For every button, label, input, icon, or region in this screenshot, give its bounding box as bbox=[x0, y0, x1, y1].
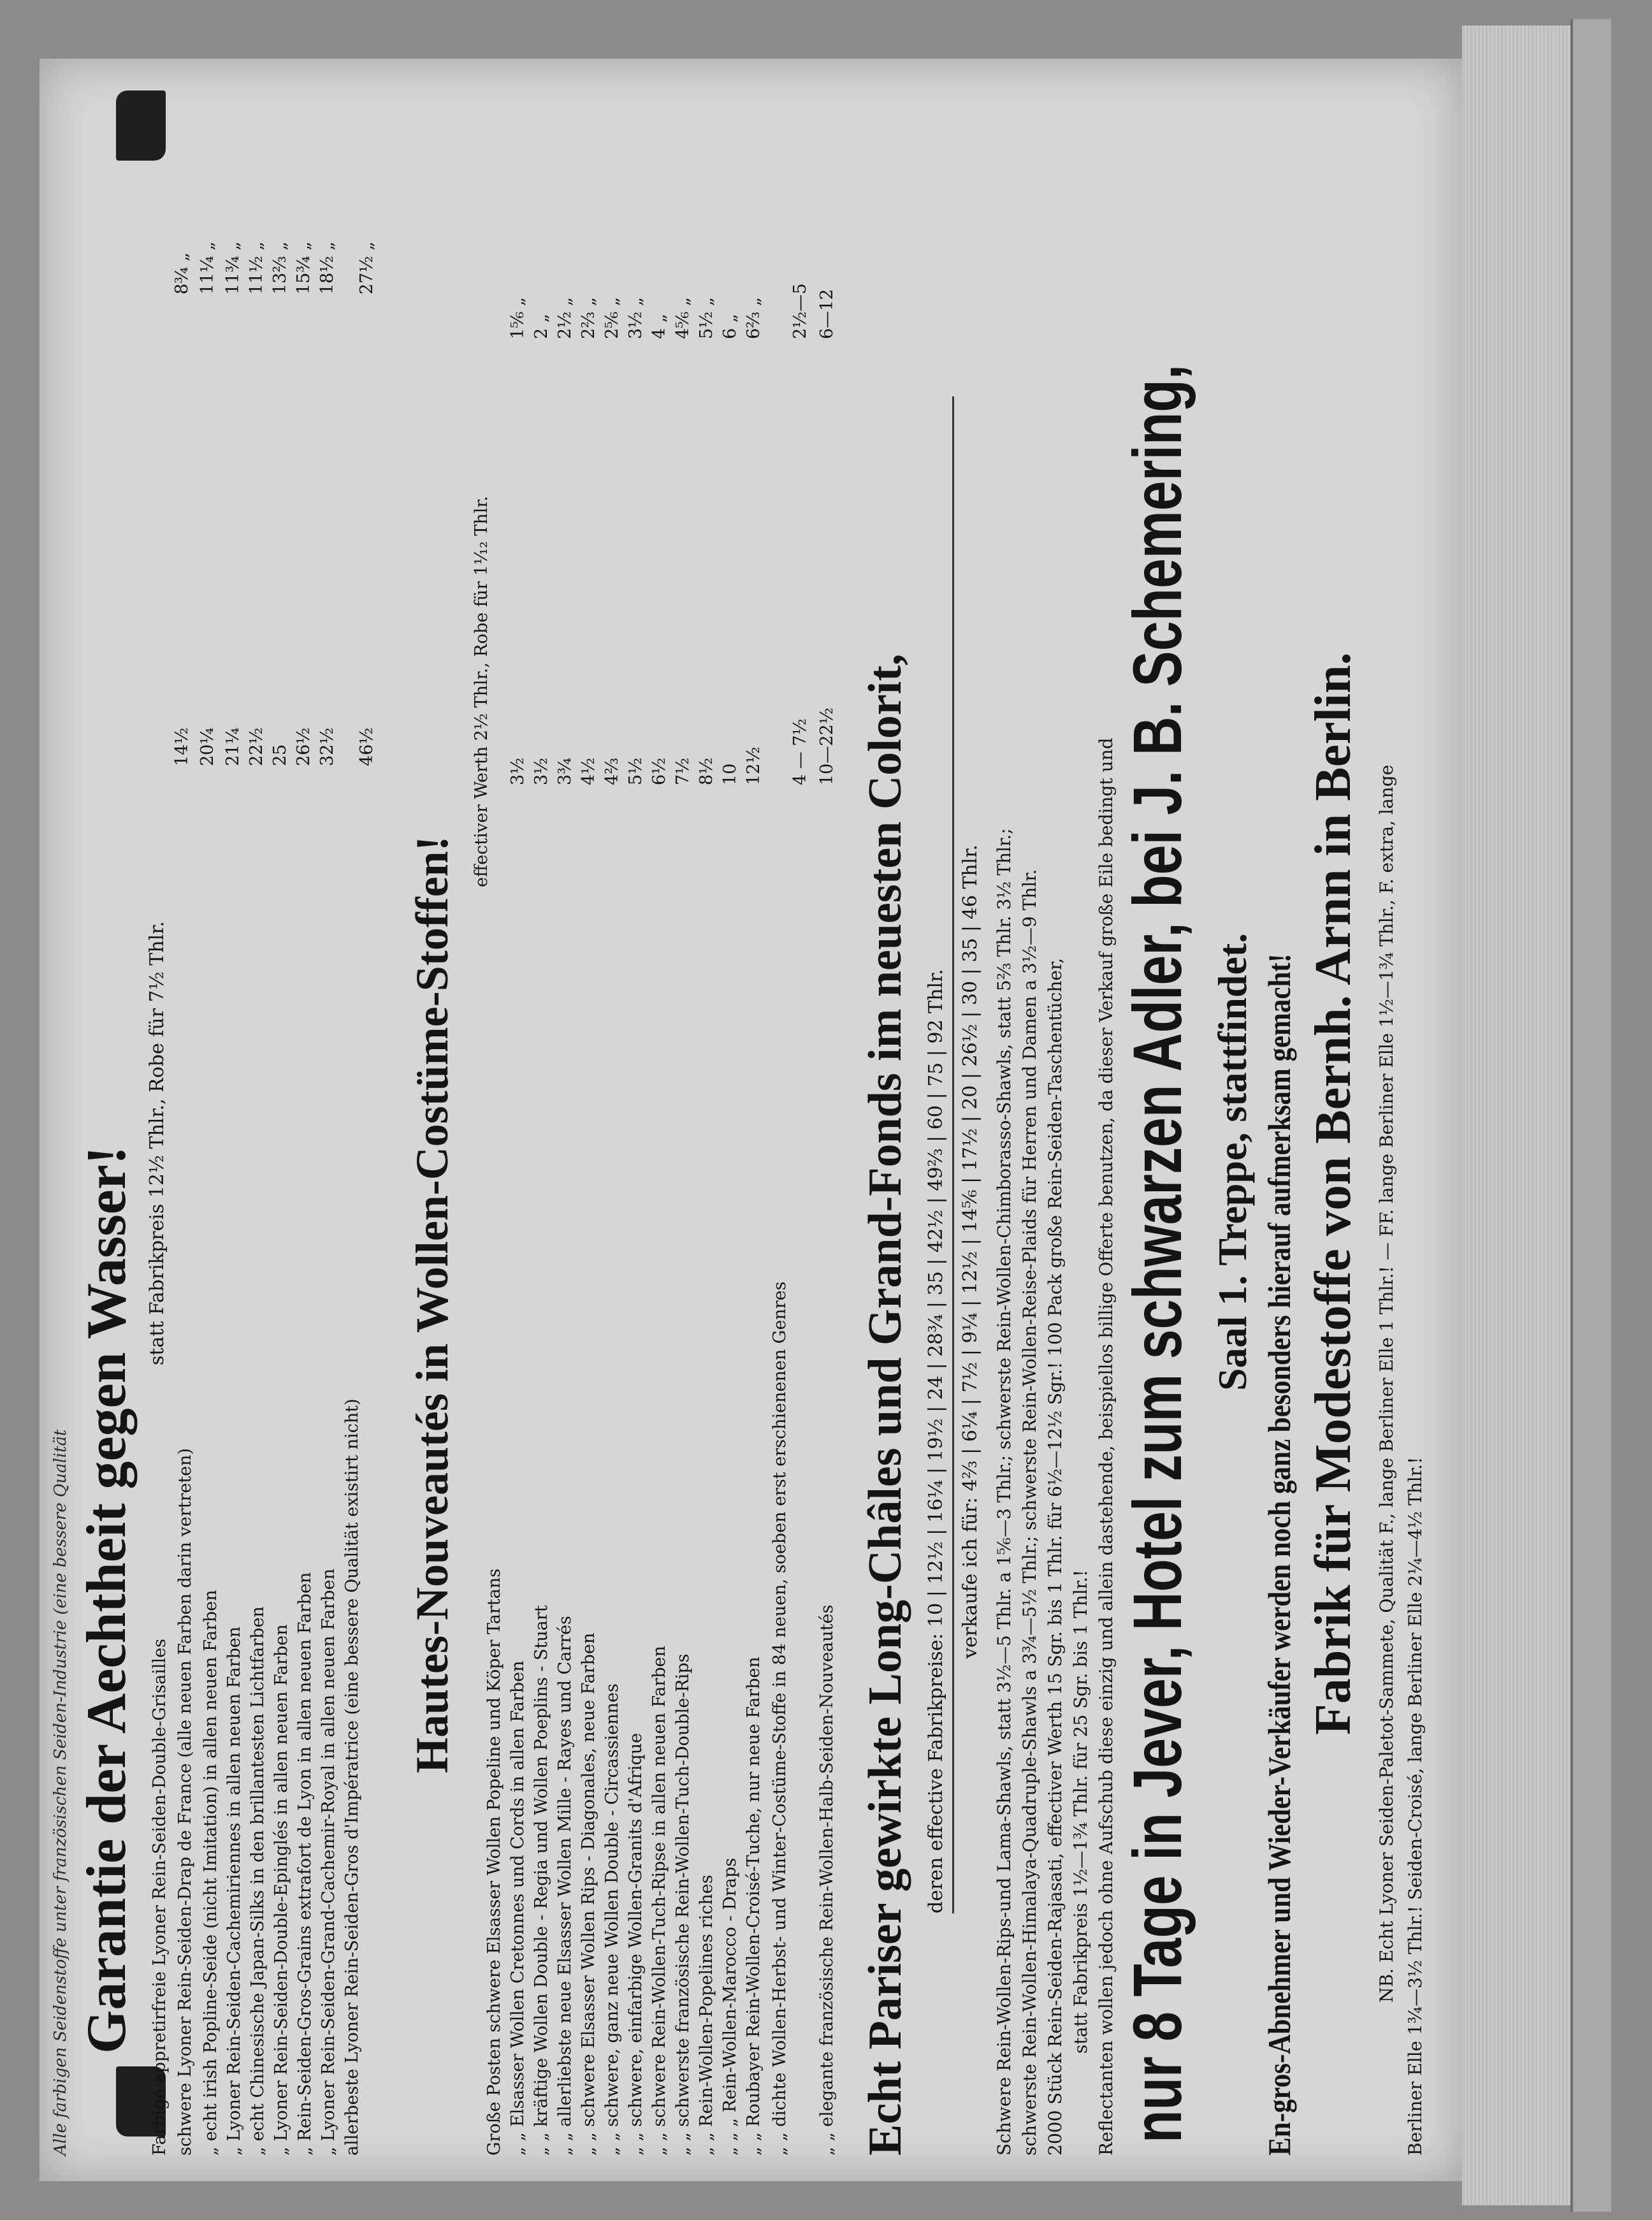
headline-garantie: Garantie der Aechtheit gegen Wasser! bbox=[76, 1145, 138, 2054]
offer-line: schwerste Rein-Wollen-Himalaya-Quadruple-Shawls a 3¾—5½ Thlr.; schwerste Rein-Wollen-Reise-Plaids für Herren und Damen a 3½—9 Thlr. bbox=[1019, 869, 1040, 2156]
nb-line-2: Berliner Elle 1¾—3½ Thlr.! Seiden-Croisé, lange Berliner Elle 2¼—4½ Thlr.! bbox=[1405, 1456, 1426, 2156]
costume-werth-value: 10—22½ bbox=[817, 707, 837, 785]
costume-item: „ „ „ Rein-Wollen-Marocco - Draps bbox=[720, 1857, 740, 2156]
costume-item: „ „ kräftige Wollen Double - Regia und Wollen Poeplins - Stuart bbox=[532, 1605, 551, 2156]
silk-item: „ Lyoner Rein-Seiden-Double-Epinglés in allen neuen Farben bbox=[272, 1624, 291, 2156]
costume-item: „ „ Elsasser Wollen Cretonnes und Cords in allen Farben bbox=[508, 1660, 528, 2156]
costume-werth-value: 4 — 7½ bbox=[790, 718, 810, 785]
costume-robe-value: 2½—5 bbox=[790, 283, 810, 339]
rotated-advertisement bbox=[40, 59, 1462, 2181]
costume-werth-value: 3½ bbox=[532, 757, 551, 785]
costume-werth-value: 4½ bbox=[579, 757, 598, 785]
costume-robe-value: 2⅔ „ bbox=[579, 297, 598, 339]
fabrikpreise-row: deren effective Fabrikpreise: 10 | 12½ | 16¼ | 19½ | 24 | 28¾ | 35 | 42½ | 49⅔ | 60 | 75 | 92 Thlr. bbox=[925, 969, 947, 1913]
silk-price-value: 11¼ „ bbox=[198, 241, 217, 294]
silk-item: „ Lyoner Rein-Seiden-Grand-Cachemir-Royal in allen neuen Farben bbox=[319, 1569, 338, 2156]
costume-item: Große Posten schwere Elsasser Wollen Popeline und Köper Tartans bbox=[484, 1568, 504, 2156]
costume-item: „ „ dichte Wollen-Herbst- und Winter-Costüme-Stoffe in 84 neuen, soeben erst erschienenen Genres bbox=[770, 1281, 790, 2156]
offer-line: Reflectanten wollen jedoch ohne Aufschub diese einzig und allein dastehende, beispiellos billige Offerte benutzen, da dieser Verkauf große Eile bedingt und bbox=[1096, 737, 1117, 2156]
silk-item: Farbige appretirfreie Lyoner Rein-Seiden-Double-Grisailles bbox=[150, 1639, 170, 2156]
costume-werth-value: 3¾ bbox=[555, 757, 575, 785]
costume-robe-value: 6—12 bbox=[817, 289, 837, 339]
costume-item: „ „ schwere Elsasser Wollen Rips - Diagonales, neue Farben bbox=[579, 1632, 598, 2156]
costume-item: „ „ schwere Rein-Wollen-Tuch-Ripse in allen neuen Farben bbox=[649, 1646, 669, 2156]
silk-price-value: 11½ „ bbox=[247, 241, 266, 294]
costume-robe-value: 3½ „ bbox=[626, 297, 646, 339]
headline-en-gros: En-gros-Abnehmer und Wieder-Verkäufer werden noch ganz besonders hierauf aufmerksam gemacht! bbox=[1261, 953, 1297, 2156]
headline-fabrik: Fabrik für Modestoffe von Bernh. Arnn in Berlin. bbox=[1305, 652, 1361, 1735]
silk-statt-value: 22½ bbox=[247, 727, 266, 766]
offer-line: Schwere Rein-Wollen-Rips-und Lama-Shawls, statt 3½—5 Thlr. a 1⅚—3 Thlr.; schwerste Rein-Wollen-Chimborasso-Shawls, statt 5⅔ Thlr. 3½ Thlr.; bbox=[994, 828, 1015, 2156]
costume-header: effectiver Werth 2½ Thlr., Robe für 1⅟₁₂ Thlr. bbox=[472, 496, 491, 887]
costume-item: „ „ Roubayer Rein-Wollen-Croisé-Tuche, nur neue Farben bbox=[744, 1657, 764, 2156]
page-edges bbox=[1462, 25, 1570, 2205]
silk-price-value: 18½ „ bbox=[317, 241, 337, 294]
costume-robe-value: 2 „ bbox=[532, 314, 551, 339]
ornament-hand-icon-right bbox=[116, 91, 166, 161]
costume-robe-value: 6 „ bbox=[720, 314, 740, 339]
silk-statt-value: 26½ bbox=[294, 727, 314, 766]
costume-werth-value: 10 bbox=[720, 763, 740, 785]
headline-long-chales: Echt Pariser gewirkte Long-Châles und Grand-Fonds im neuesten Colorit, bbox=[859, 653, 911, 2156]
costume-robe-value: 2⅚ „ bbox=[602, 297, 622, 339]
silk-statt-value: 25 bbox=[270, 744, 290, 766]
costume-item: „ „ elegante französische Rein-Wollen-Halb-Seiden-Nouveautés bbox=[817, 1604, 837, 2156]
silk-item: allerbeste Lyoner Rein-Seiden-Gros d'Impératrice (eine bessere Qualität existirt nicht) bbox=[342, 1398, 362, 2156]
costume-item: „ „ schwerste französische Rein-Wollen-Tuch-Double-Rips bbox=[673, 1653, 693, 2156]
costume-werth-value: 4⅔ bbox=[602, 757, 622, 785]
silk-item: „ Lyoner Rein-Seiden-Cachemiriennes in allen neuen Farben bbox=[224, 1626, 244, 2156]
silk-item: „ echt Chinesische Japan-Silks in den brillantesten Lichtfarben bbox=[248, 1606, 268, 2156]
silk-statt-value: 32½ bbox=[317, 727, 337, 766]
silk-item: schwere Lyoner Rein-Seiden-Drap de France (alle neuen Farben darin vertreten) bbox=[175, 1447, 195, 2156]
offer-line: 2000 Stück Rein-Seiden-Rajasati, effectiver Werth 15 Sgr. bis 1 Thlr. für 6½—12½ Sgr.! 100 Pack große Rein-Seiden-Taschentücher, bbox=[1045, 957, 1066, 2156]
silk-price-value: 15¾ „ bbox=[294, 241, 314, 294]
costume-werth-value: 7½ bbox=[673, 757, 693, 785]
fabrikpreis-note: statt Fabrikpreis 12½ Thlr., Robe für 7½ Thlr. bbox=[146, 921, 168, 1365]
headline-saal: Saal 1. Treppe, stattfindet. bbox=[1210, 932, 1255, 1391]
nb-line-1: NB. Echt Lyoner Seiden-Paletot-Sammete, Qualität F., lange Berliner Elle 1 Thlr.! — FF. lange Berliner Elle 1½—1¾ Thlr., F. extra, lange bbox=[1376, 764, 1397, 2003]
costume-robe-value: 6⅔ „ bbox=[744, 297, 764, 339]
costume-robe-value: 1⅚ „ bbox=[508, 297, 528, 339]
price-row-divider bbox=[952, 396, 954, 1913]
top-strip: Alle farbigen Seidenstoffe unter französischen Seiden-Industrie (eine bessere Qualität bbox=[51, 1429, 70, 2156]
silk-statt-value: 46½ bbox=[357, 727, 377, 766]
verkaufe-row: verkaufe ich für: 4⅔ | 6¼ | 7½ | 9¼ | 12½ | 14⅚ | 17½ | 20 | 26½ | 30 | 35 | 46 Thlr. bbox=[959, 845, 982, 1658]
costume-item: „ „ Rein-Wollen-Popelines riches bbox=[697, 1875, 716, 2156]
headline-jever: nur 8 Tage in Jever, Hotel zum schwarzen Adler, bei J. B. Schemering, bbox=[1119, 364, 1196, 2143]
silk-statt-value: 20¼ bbox=[198, 727, 217, 766]
costume-werth-value: 5½ bbox=[626, 757, 646, 785]
offer-line: statt Fabrikpreis 1½—1¾ Thlr. für 25 Sgr. bis 1 Thlr.! bbox=[1070, 1569, 1091, 2054]
costume-robe-value: 4 „ bbox=[649, 314, 669, 339]
silk-statt-value: 21¼ bbox=[223, 727, 243, 766]
silk-price-value: 8¾ „ bbox=[172, 252, 192, 294]
silk-statt-value: 14½ bbox=[172, 727, 192, 766]
costume-robe-value: 5½ „ bbox=[697, 297, 716, 339]
silk-price-value: 27½ „ bbox=[357, 241, 377, 294]
costume-robe-value: 4⅚ „ bbox=[673, 297, 693, 339]
costume-robe-value: 2½ „ bbox=[555, 297, 575, 339]
book-cover-edge bbox=[1570, 19, 1611, 2212]
costume-item: „ „ schwere, ganz neue Wollen Double - Circassiennes bbox=[602, 1683, 622, 2156]
costume-werth-value: 8½ bbox=[697, 757, 716, 785]
costume-werth-value: 3½ bbox=[508, 757, 528, 785]
headline-hautes-nouveautes: Hautes-Nouveautés in Wollen-Costüme-Stoffen! bbox=[407, 836, 458, 1773]
silk-item: „ Rein-Seiden-Gros-Grains extrafort de Lyon in allen neuen Farben bbox=[295, 1572, 315, 2156]
costume-item: „ „ allerliebste neue Elsasser Wollen Mille - Rayes und Carrés bbox=[555, 1616, 575, 2156]
costume-werth-value: 6½ bbox=[649, 757, 669, 785]
costume-werth-value: 12½ bbox=[744, 746, 764, 785]
costume-item: „ „ schwere, einfarbige Wollen-Granits d'Afrique bbox=[626, 1732, 646, 2156]
silk-price-value: 11¾ „ bbox=[223, 241, 243, 294]
silk-price-value: 13⅔ „ bbox=[270, 241, 290, 294]
silk-item: „ echt irish Popline-Seide (nicht Imitation) in allen neuen Farben bbox=[201, 1590, 221, 2156]
